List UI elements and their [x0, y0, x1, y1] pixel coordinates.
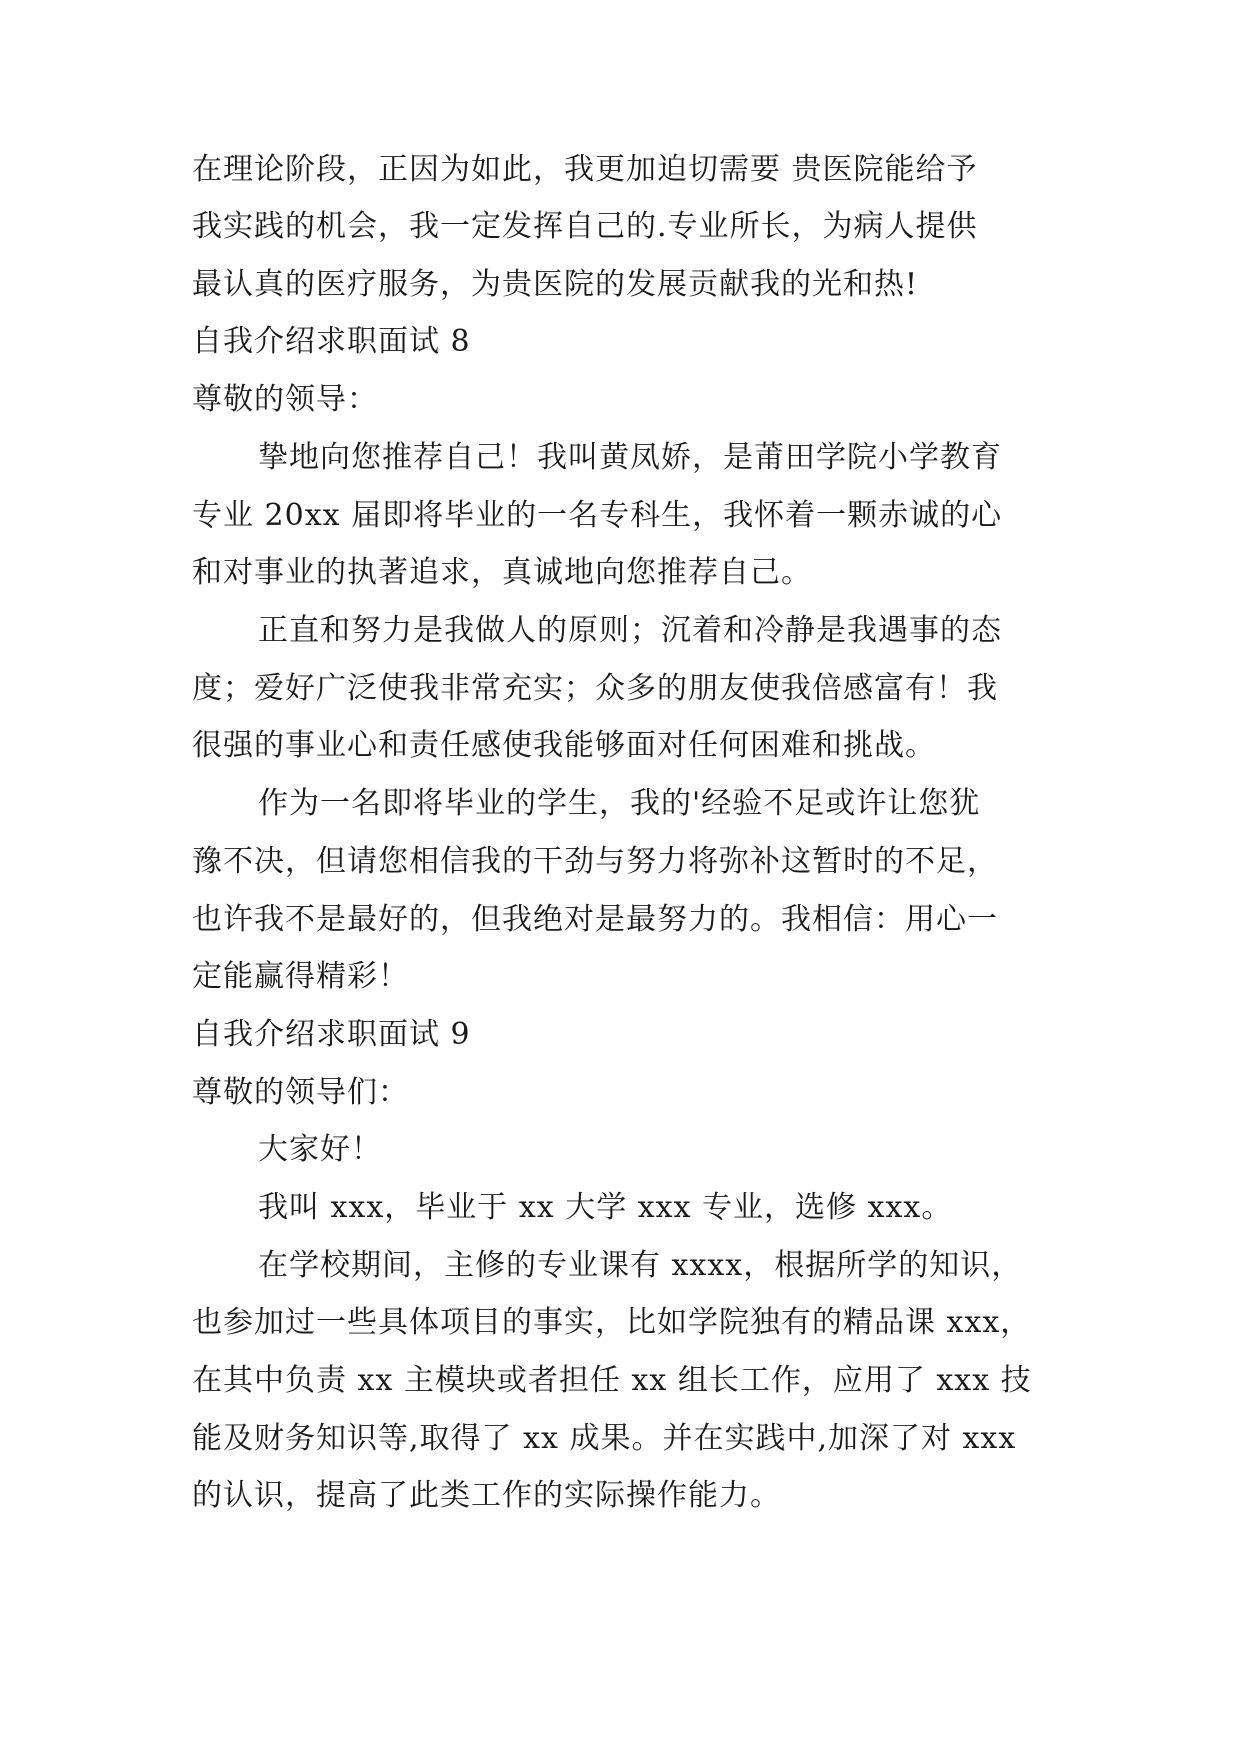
text-line-8: 和对事业的执著追求，真诚地向您推荐自己。	[192, 555, 812, 590]
text-line-23: 能及财务知识等,取得了 xx 成果。并在实践中,加深了对 xxx	[192, 1421, 1017, 1456]
text-line-14: 也许我不是最好的，但我绝对是最努力的。我相信：用心一	[192, 902, 998, 937]
text-line-13: 豫不决，但请您相信我的干劲与努力将弥补这暂时的不足，	[192, 844, 998, 879]
greeting: 大家好！	[258, 1132, 382, 1167]
text-line-11: 很强的事业心和责任感使我能够面对任何困难和挑战。	[192, 728, 936, 763]
text-line-2: 我实践的机会，我一定发挥自己的.专业所长，为病人提供	[192, 209, 978, 244]
section-title-9: 自我介绍求职面试 9	[192, 1017, 471, 1052]
section-title-8: 自我介绍求职面试 8	[192, 324, 471, 359]
paragraph-start: 挚地向您推荐自己！我叫黄凤娇，是莆田学院小学教育	[258, 440, 1002, 475]
text-line-7: 专业 20xx 届即将毕业的一名专科生，我怀着一颗赤诚的心	[192, 498, 1003, 533]
salutation: 尊敬的领导：	[192, 382, 378, 417]
paragraph-start: 正直和努力是我做人的原则；沉着和冷静是我遇事的态	[258, 613, 1002, 648]
text-line-1: 在理论阶段，正因为如此，我更加迫切需要 贵医院能给予	[192, 152, 978, 187]
paragraph-start: 我叫 xxx，毕业于 xx 大学 xxx 专业，选修 xxx。	[258, 1190, 953, 1225]
text-line-3: 最认真的医疗服务，为贵医院的发展贡献我的光和热!	[192, 267, 919, 302]
text-line-22: 在其中负责 xx 主模块或者担任 xx 组长工作，应用了 xxx 技	[192, 1363, 1032, 1398]
paragraph-start: 作为一名即将毕业的学生，我的'经验不足或许让您犹	[258, 786, 981, 821]
text-line-10: 度；爱好广泛使我非常充实；众多的朋友使我倍感富有！我	[192, 671, 998, 706]
text-line-24: 的认识，提高了此类工作的实际操作能力。	[192, 1478, 781, 1513]
text-line-21: 也参加过一些具体项目的事实，比如学院独有的精品课 xxx，	[192, 1305, 1032, 1340]
salutation: 尊敬的领导们：	[192, 1075, 409, 1110]
text-line-15: 定能赢得精彩！	[192, 959, 409, 994]
paragraph-start: 在学校期间，主修的专业课有 xxxx，根据所学的知识，	[258, 1248, 1023, 1283]
